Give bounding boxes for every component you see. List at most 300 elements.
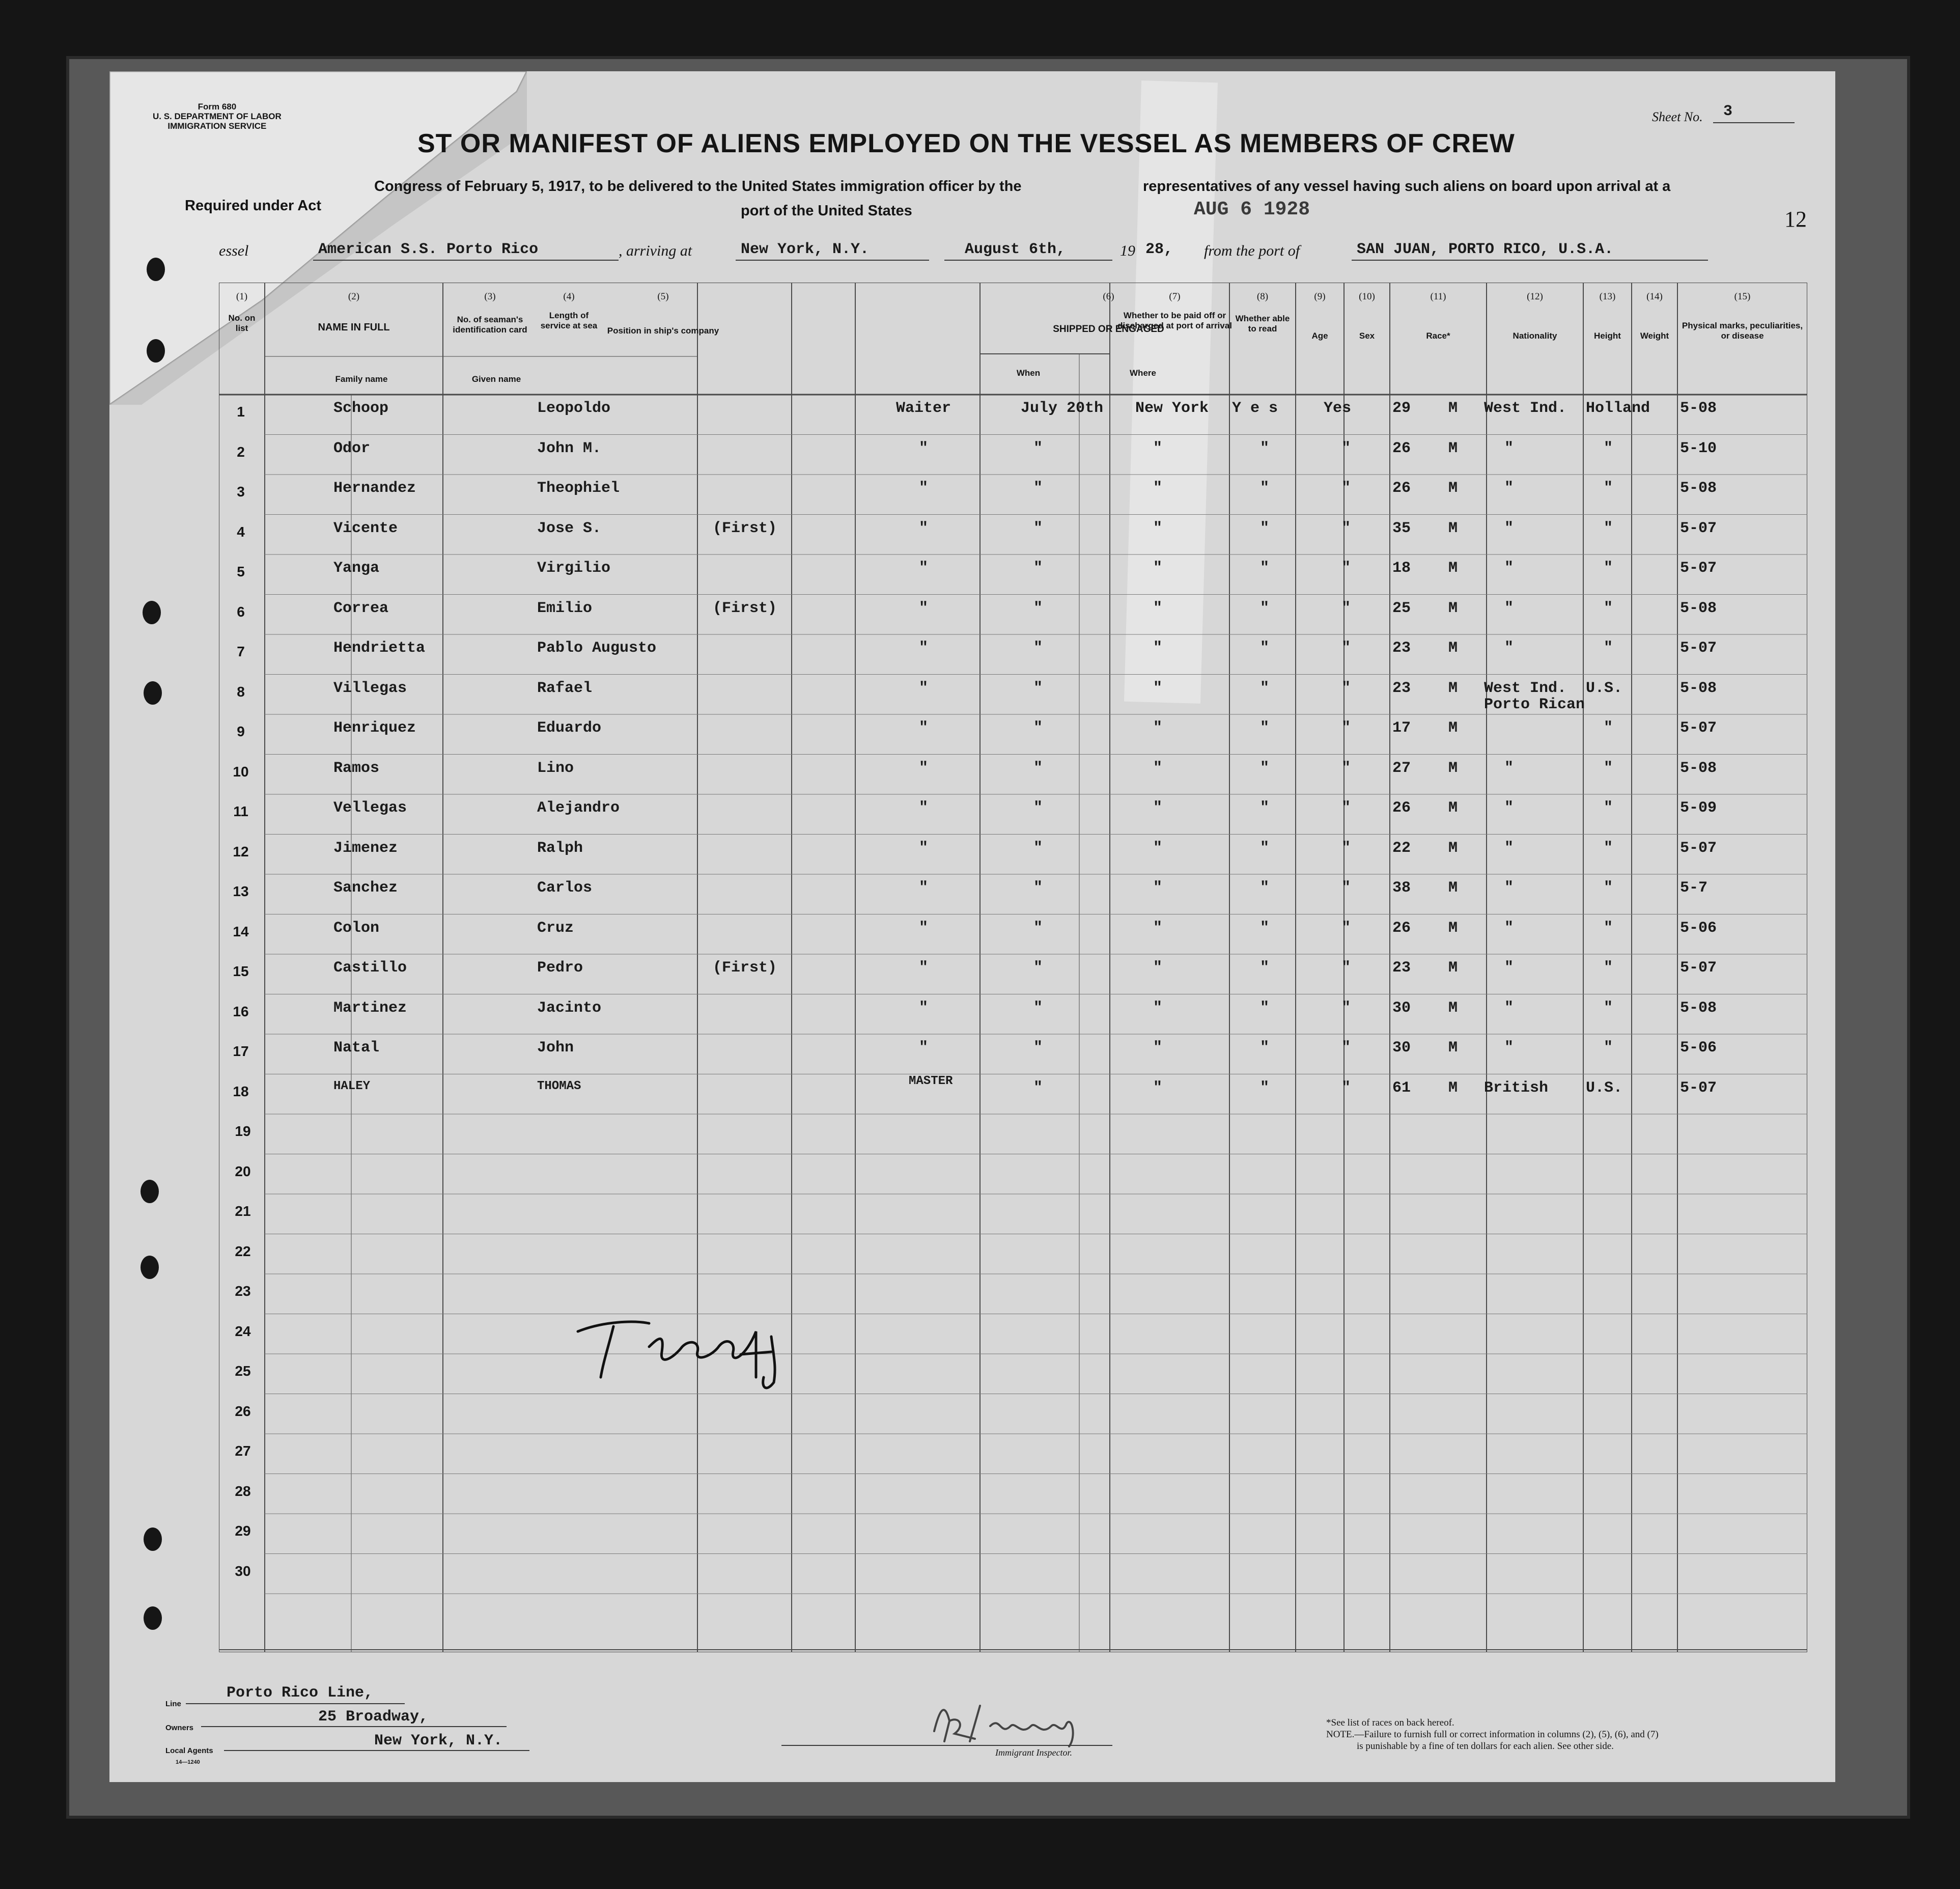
paid-off-cell: " [1260,640,1270,657]
given-name-cell: John [537,1039,574,1057]
arriving-label: , arriving at [619,242,692,259]
column-number: (6) [1103,291,1114,302]
when-header: When [1016,368,1041,378]
owners-label: Owners [165,1724,194,1732]
where-cell: " [1153,959,1163,977]
column-number: (12) [1527,291,1543,302]
age-cell: 29 [1392,400,1411,417]
able-to-read-cell: " [1341,599,1351,617]
family-name-cell: Villegas [333,679,407,697]
nationality-cell: " [1604,959,1613,977]
row-number: 18 [233,1083,249,1099]
family-name-cell: HALEY [333,1079,371,1093]
nationality-cell: U.S. [1586,1079,1623,1097]
race-cell: West Ind. [1484,679,1567,697]
given-name-cell: Carlos [537,879,593,897]
height-cell: 5-10 [1680,439,1717,457]
given-name-cell: Virgilio [537,560,611,577]
when-cell: " [1033,959,1043,977]
row-number: 22 [235,1243,251,1259]
when-cell: " [1033,439,1043,457]
row-number: 28 [235,1483,251,1499]
race-cell: " [1504,1039,1514,1057]
position-cell: " [919,599,929,617]
form-number: Form 680 [198,102,237,112]
sex-cell: M [1448,919,1458,937]
where-cell: " [1153,839,1163,857]
year-value: 28, [1145,241,1173,258]
column-label: Nationality [1513,331,1557,341]
when-cell: " [1033,640,1043,657]
race-cell: British [1484,1079,1549,1097]
given-name-cell: Rafael [537,679,593,697]
able-to-read-cell: " [1341,519,1351,537]
paid-off-cell: Y e s [1232,400,1278,417]
able-to-read-cell: " [1341,879,1351,897]
binder-hole [141,1180,159,1203]
when-cell: " [1033,999,1043,1017]
height-cell: 5-08 [1680,999,1717,1017]
master-signature [573,1316,792,1395]
paid-off-cell: " [1260,519,1270,537]
race-cell: " [1504,439,1514,457]
row-number: 19 [235,1123,251,1139]
height-cell: 5-08 [1680,679,1717,697]
row-number: 10 [233,763,249,780]
where-cell: " [1153,519,1163,537]
column-label: Whether to be paid off or discharged at port of arrival [1117,311,1232,330]
age-cell: 61 [1392,1079,1411,1097]
position-cell: " [919,519,929,537]
column-number: (7) [1169,291,1181,302]
position-cell: " [919,839,929,857]
height-cell: 5-07 [1680,560,1717,577]
able-to-read-cell: " [1341,560,1351,577]
where-cell: " [1153,879,1163,897]
able-to-read-cell: " [1341,959,1351,977]
row-number: 20 [235,1163,251,1179]
family-name-cell: Ramos [333,759,380,777]
height-cell: 5-7 [1680,879,1708,897]
column-number: (14) [1646,291,1663,302]
able-to-read-cell: " [1341,1079,1351,1097]
height-cell: 5-07 [1680,719,1717,737]
where-cell: " [1153,599,1163,617]
family-name-cell: Sanchez [333,879,398,897]
department-name: U. S. DEPARTMENT OF LABOR [153,112,282,121]
required-text-2: representatives of any vessel having such aliens on board upon arrival at a [1143,178,1671,195]
row-number: 8 [237,683,245,700]
required-text-3: port of the United States [741,203,912,219]
column-number: (13) [1599,291,1616,302]
given-name-cell: Eduardo [537,719,602,737]
row-number: 30 [235,1563,251,1579]
position-cell: " [919,759,929,777]
binder-hole [147,258,165,281]
print-code: 14—1240 [176,1759,200,1765]
row-number: 25 [235,1363,251,1379]
nationality-cell: " [1604,1039,1613,1057]
position-cell: MASTER [909,1074,953,1088]
year-prefix: 19 [1120,242,1135,259]
from-port: SAN JUAN, PORTO RICO, U.S.A. [1357,241,1614,258]
column-label: Race* [1426,331,1450,341]
sex-cell: M [1448,959,1458,977]
position-cell: " [919,1039,929,1057]
given-name-header: Given name [471,374,521,384]
given-name-cell: Jacinto [537,999,602,1017]
height-cell: 5-06 [1680,919,1717,937]
arriving-port: New York, N.Y. [741,241,870,258]
paid-off-cell: " [1260,1079,1270,1097]
sex-cell: M [1448,759,1458,777]
master-signature-text [700,1334,703,1335]
age-cell: 17 [1392,719,1411,737]
when-cell: " [1033,799,1043,817]
paid-off-cell: " [1260,879,1270,897]
age-cell: 26 [1392,919,1411,937]
height-cell: 5-08 [1680,480,1717,497]
position-cell: " [919,719,929,737]
owners-value: 25 Broadway, [318,1708,429,1726]
paid-off-cell: " [1260,480,1270,497]
column-label: SHIPPED OR ENGAGED [1053,324,1164,335]
family-name-cell: Jimenez [333,839,398,857]
age-cell: 23 [1392,959,1411,977]
row-number: 1 [237,404,245,420]
row-number: 9 [237,724,245,739]
given-name-cell: Cruz [537,919,574,937]
column-label: No. of seaman's identification card [453,315,527,335]
where-cell: " [1153,999,1163,1017]
inspector-label: Immigrant Inspector. [995,1747,1072,1758]
race-cell: " [1504,519,1514,537]
given-name-cell: Ralph [537,839,583,857]
sex-cell: M [1448,439,1458,457]
race-cell-secondary: Porto Rican [1484,696,1585,713]
height-cell: 5-07 [1680,1079,1717,1097]
paid-off-cell: " [1260,919,1270,937]
position-cell: " [919,560,929,577]
column-label: Whether able to read [1235,314,1290,334]
race-cell: " [1504,759,1514,777]
paid-off-cell: " [1260,679,1270,697]
fine-note-2: is punishable by a fine of ten dollars for each alien. See other side. [1357,1741,1614,1752]
binder-hole [144,1606,162,1630]
column-label: Sex [1359,331,1375,341]
able-to-read-cell: Yes [1324,400,1352,417]
column-number: (8) [1256,291,1269,302]
paid-off-cell: " [1260,439,1270,457]
age-cell: 22 [1392,839,1411,857]
able-to-read-cell: " [1341,1039,1351,1057]
age-cell: 26 [1392,480,1411,497]
able-to-read-cell: " [1341,839,1351,857]
row-number: 3 [237,484,245,499]
family-name-cell: Vicente [333,519,398,537]
age-cell: 25 [1392,599,1411,617]
sex-cell: M [1448,480,1458,497]
able-to-read-cell: " [1341,919,1351,937]
binder-hole [144,681,162,705]
where-cell: " [1153,560,1163,577]
able-to-read-cell: " [1341,999,1351,1017]
page-title: ST OR MANIFEST OF ALIENS EMPLOYED ON THE VESSEL AS MEMBERS OF CREW [417,129,1515,158]
height-cell: 5-07 [1680,519,1717,537]
where-cell: " [1153,1039,1163,1057]
where-cell: " [1153,640,1163,657]
line-value: Porto Rico Line, [227,1684,374,1702]
when-cell: " [1033,839,1043,857]
nationality-cell: " [1604,439,1613,457]
paid-off-cell: " [1260,1039,1270,1057]
nationality-cell: " [1604,999,1613,1017]
row-number: 11 [233,803,248,819]
manifest-sheet [109,71,1835,1782]
paid-off-cell: " [1260,999,1270,1017]
column-label: No. on list [228,313,256,333]
sex-cell: M [1448,1039,1458,1057]
column-label: Length of service at sea [540,311,598,330]
where-cell: " [1153,1079,1163,1097]
given-name-cell: Pedro [537,959,583,977]
sex-cell: M [1448,1079,1458,1097]
given-name-cell: Leopoldo [537,400,611,417]
race-cell: " [1504,879,1514,897]
height-cell: 5-06 [1680,1039,1717,1057]
given-name-cell: Alejandro [537,799,620,817]
row-number: 13 [233,883,249,899]
able-to-read-cell: " [1341,799,1351,817]
nationality-cell: Holland [1586,400,1650,417]
required-text-1: Congress of February 5, 1917, to be delivered to the United States immigration officer by the [374,178,1022,195]
race-cell: " [1504,839,1514,857]
nationality-cell: " [1604,640,1613,657]
when-cell: " [1033,719,1043,737]
height-cell: 5-08 [1680,759,1717,777]
nationality-cell: " [1604,719,1613,737]
given-name-cell: John M. [537,439,602,457]
race-cell: " [1504,919,1514,937]
given-name-cell: Pablo Augusto [537,640,657,657]
nationality-cell: " [1604,480,1613,497]
where-cell: " [1153,480,1163,497]
race-cell: " [1504,560,1514,577]
sex-cell: M [1448,999,1458,1017]
sex-cell: M [1448,839,1458,857]
sex-cell: M [1448,799,1458,817]
when-cell: " [1033,1079,1043,1097]
vessel-label: essel [219,242,249,259]
nationality-cell: U.S. [1586,679,1623,697]
height-cell: 5-07 [1680,640,1717,657]
arrival-date: August 6th, [965,241,1066,258]
sex-cell: M [1448,599,1458,617]
position-cell: Waiter [896,400,951,417]
when-cell: " [1033,480,1043,497]
race-cell: West Ind. [1484,400,1567,417]
binder-hole [143,601,161,624]
given-name-cell: Lino [537,759,574,777]
nationality-cell: " [1604,599,1613,617]
agents-value: New York, N.Y. [374,1732,503,1749]
row-number: 6 [237,603,245,620]
row-number: 29 [235,1523,251,1539]
given-name-cell: Jose S. [537,519,602,537]
able-to-read-cell: " [1341,480,1351,497]
agents-label: Local Agents [165,1746,213,1755]
paid-off-cell: " [1260,799,1270,817]
family-name-cell: Colon [333,919,380,937]
age-cell: 38 [1392,879,1411,897]
when-cell: " [1033,560,1043,577]
race-cell: " [1504,959,1514,977]
when-cell: " [1033,679,1043,697]
height-cell: 5-08 [1680,400,1717,417]
sex-cell: M [1448,879,1458,897]
vessel-name: American S.S. Porto Rico [318,241,539,258]
where-cell: New York [1135,400,1209,417]
when-cell: " [1033,1039,1043,1057]
paid-off-cell: " [1260,839,1270,857]
row-number: 23 [235,1283,251,1299]
position-cell: " [919,879,929,897]
row-number: 26 [235,1403,251,1419]
position-cell: " [919,439,929,457]
when-cell: " [1033,919,1043,937]
age-cell: 30 [1392,1039,1411,1057]
given-name-cell: THOMAS [537,1079,581,1093]
family-name-cell: Vellegas [333,799,407,817]
where-cell: " [1153,439,1163,457]
family-name-cell: Schoop [333,400,389,417]
paid-off-cell: " [1260,959,1270,977]
height-cell: 5-07 [1680,839,1717,857]
where-cell: " [1153,679,1163,697]
required-under-act: Required under Act [185,198,322,214]
able-to-read-cell: " [1341,719,1351,737]
family-name-header: Family name [335,374,388,384]
able-to-read-cell: " [1341,679,1351,697]
position-cell: " [919,640,929,657]
family-name-cell: Henriquez [333,719,416,737]
family-name-cell: Correa [333,599,389,617]
age-cell: 35 [1392,519,1411,537]
given-name-cell: Emilio [537,599,593,617]
sheet-no-value: 3 [1723,103,1733,120]
when-cell: " [1033,879,1043,897]
column-label: Height [1594,331,1621,341]
sex-cell: M [1448,719,1458,737]
page-number: 12 [1784,207,1807,232]
column-label: Weight [1640,331,1669,341]
column-number: (5) [657,291,669,302]
position-cell: " [919,799,929,817]
position-cell: " [919,999,929,1017]
column-label: Position in ship's company [607,326,719,336]
sex-cell: M [1448,679,1458,697]
race-cell: " [1504,640,1514,657]
position-cell: " [919,919,929,937]
binder-hole [141,1256,159,1279]
nationality-cell: " [1604,560,1613,577]
row-number: 27 [235,1443,251,1459]
paid-off-cell: " [1260,759,1270,777]
family-name-cell: Martinez [333,999,407,1017]
id-card-cell: (First) [713,959,777,977]
sex-cell: M [1448,560,1458,577]
family-name-cell: Yanga [333,560,380,577]
when-cell: " [1033,599,1043,617]
row-number: 12 [233,843,249,859]
date-stamp: AUG 6 1928 [1194,199,1310,220]
race-cell: " [1504,480,1514,497]
row-number: 2 [237,443,245,460]
when-cell: " [1033,519,1043,537]
inspector-signature [924,1696,1092,1752]
race-cell: " [1504,599,1514,617]
id-card-cell: (First) [713,599,777,617]
age-cell: 23 [1392,679,1411,697]
sex-cell: M [1448,400,1458,417]
age-cell: 30 [1392,999,1411,1017]
position-cell: " [919,480,929,497]
position-cell: " [919,679,929,697]
row-number: 14 [233,923,249,939]
id-card-cell: (First) [713,519,777,537]
where-cell: " [1153,799,1163,817]
from-port-label: from the port of [1204,242,1300,259]
manifest-grid [219,283,1807,1652]
column-number: (11) [1430,291,1446,302]
fine-note-1: NOTE.—Failure to furnish full or correct information in columns (2), (5), (6), and (7) [1326,1729,1659,1740]
sex-cell: M [1448,640,1458,657]
column-number: (9) [1314,291,1326,302]
nationality-cell: " [1604,799,1613,817]
column-number: (15) [1734,291,1751,302]
row-number: 7 [237,644,245,659]
paid-off-cell: " [1260,719,1270,737]
where-header: Where [1130,368,1156,378]
able-to-read-cell: " [1341,439,1351,457]
age-cell: 26 [1392,439,1411,457]
able-to-read-cell: " [1341,759,1351,777]
row-number: 24 [235,1323,251,1339]
nationality-cell: " [1604,759,1613,777]
nationality-cell: " [1604,919,1613,937]
race-cell: " [1504,799,1514,817]
given-name-cell: Theophiel [537,480,620,497]
race-cell: " [1504,999,1514,1017]
service-name: IMMIGRATION SERVICE [167,121,267,131]
row-number: 17 [233,1043,249,1059]
column-number: (4) [563,291,575,302]
nationality-cell: " [1604,519,1613,537]
where-cell: " [1153,919,1163,937]
row-number: 21 [235,1203,251,1219]
column-label: Age [1311,331,1328,341]
family-name-cell: Hernandez [333,480,416,497]
position-cell: " [919,959,929,977]
paid-off-cell: " [1260,560,1270,577]
age-cell: 26 [1392,799,1411,817]
family-name-cell: Hendrietta [333,640,426,657]
age-cell: 23 [1392,640,1411,657]
nationality-cell: " [1604,839,1613,857]
binder-hole [144,1527,162,1551]
row-number: 15 [233,963,249,979]
age-cell: 18 [1392,560,1411,577]
